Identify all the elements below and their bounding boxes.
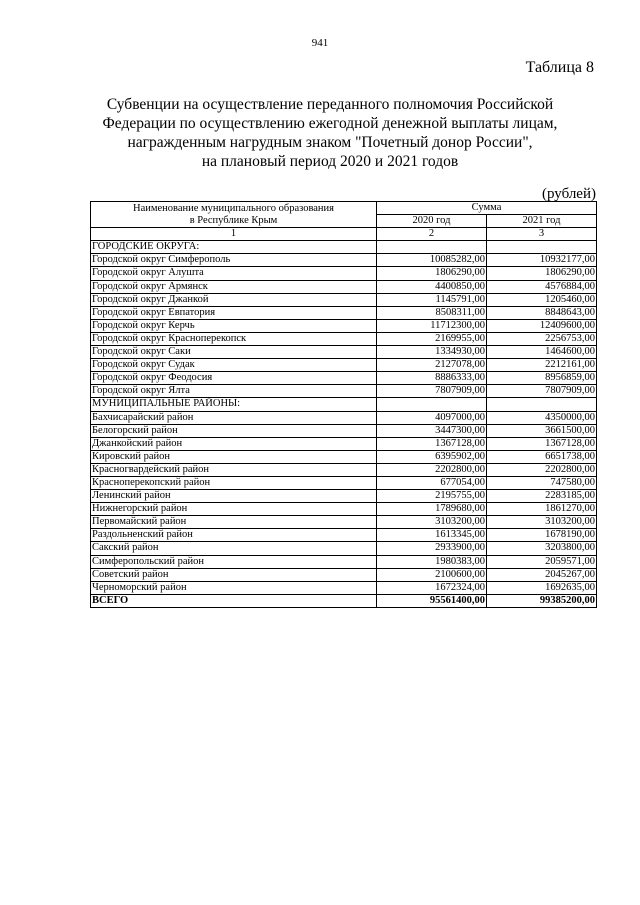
- municipality-name: Городской округ Судак: [91, 359, 377, 372]
- amount-2020: 1145791,00: [377, 293, 487, 306]
- amount-2021: 3203800,00: [487, 542, 597, 555]
- header-sum-cell: Сумма: [377, 202, 597, 215]
- empty-cell: [377, 241, 487, 254]
- amount-2020: 4400850,00: [377, 280, 487, 293]
- municipality-name: Сакский район: [91, 542, 377, 555]
- table-row: [91, 503, 597, 516]
- table-row: [91, 306, 597, 319]
- amount-2021: 7807909,00: [487, 385, 597, 398]
- amount-2021: 3661500,00: [487, 424, 597, 437]
- page-number: 941: [311, 37, 329, 49]
- table-row: [91, 476, 597, 489]
- section-header-row: [91, 398, 597, 411]
- amount-2020: 2100600,00: [377, 568, 487, 581]
- amount-2020: 1613345,00: [377, 529, 487, 542]
- title-line: на плановый период 2020 и 2021 годов: [201, 153, 459, 170]
- amount-2021: 4350000,00: [487, 411, 597, 424]
- amount-2021: 1861270,00: [487, 503, 597, 516]
- title-line: награжденным нагрудным знаком "Почетный донор России",: [127, 134, 533, 151]
- amount-2021: 4576884,00: [487, 280, 597, 293]
- total-label: ВСЕГО: [91, 594, 377, 607]
- table-label: Таблица 8: [525, 59, 594, 76]
- document-title: [100, 95, 560, 171]
- table-row: [91, 280, 597, 293]
- municipality-name: Кировский район: [91, 450, 377, 463]
- table-row: [91, 319, 597, 332]
- amount-2020: 1980383,00: [377, 555, 487, 568]
- municipality-name: Советский район: [91, 568, 377, 581]
- amount-2020: 3447300,00: [377, 424, 487, 437]
- amount-2021: 10932177,00: [487, 254, 597, 267]
- table-row: [91, 424, 597, 437]
- amount-2020: 1367128,00: [377, 437, 487, 450]
- table-row: [91, 568, 597, 581]
- table-row: [91, 332, 597, 345]
- municipality-name: Городской округ Алушта: [91, 267, 377, 280]
- municipality-name: Бахчисарайский район: [91, 411, 377, 424]
- amount-2021: 1692635,00: [487, 581, 597, 594]
- municipality-name: Раздольненский район: [91, 529, 377, 542]
- amount-2020: 1789680,00: [377, 503, 487, 516]
- municipality-name: Красногвардейский район: [91, 463, 377, 476]
- amount-2020: 1334930,00: [377, 346, 487, 359]
- amount-2021: 1678190,00: [487, 529, 597, 542]
- table-row: [91, 346, 597, 359]
- subsidy-table: [90, 201, 597, 608]
- municipality-name: Ленинский район: [91, 490, 377, 503]
- amount-2020: 2933900,00: [377, 542, 487, 555]
- municipality-name: Красноперекопский район: [91, 476, 377, 489]
- section-title: ГОРОДСКИЕ ОКРУГА:: [91, 241, 377, 254]
- amount-2020: 4097000,00: [377, 411, 487, 424]
- amount-2021: 3103200,00: [487, 516, 597, 529]
- amount-2020: 677054,00: [377, 476, 487, 489]
- municipality-name: Городской округ Ялта: [91, 385, 377, 398]
- municipality-name: Городской округ Джанкой: [91, 293, 377, 306]
- units-label: (рублей): [541, 186, 596, 202]
- table-row: [91, 490, 597, 503]
- municipality-name: Симферопольский район: [91, 555, 377, 568]
- table-row: [91, 463, 597, 476]
- municipality-name: Нижнегорский район: [91, 503, 377, 516]
- table-row: [91, 542, 597, 555]
- amount-2021: 2283185,00: [487, 490, 597, 503]
- table-row: [91, 529, 597, 542]
- amount-2020: 2195755,00: [377, 490, 487, 503]
- column-index: 3: [487, 228, 597, 241]
- table-row: [91, 555, 597, 568]
- amount-2021: 6651738,00: [487, 450, 597, 463]
- title-line: Федерации по осуществлению ежегодной денежной выплаты лицам,: [102, 115, 558, 132]
- amount-2020: 7807909,00: [377, 385, 487, 398]
- municipality-name: Городской округ Феодосия: [91, 372, 377, 385]
- column-index-row: [91, 228, 597, 241]
- table-row: [91, 516, 597, 529]
- table-header-row: [91, 202, 597, 215]
- municipality-name: Городской округ Саки: [91, 346, 377, 359]
- amount-2021: 2059571,00: [487, 555, 597, 568]
- amount-2021: 2256753,00: [487, 332, 597, 345]
- amount-2020: 8886333,00: [377, 372, 487, 385]
- section-title: МУНИЦИПАЛЬНЫЕ РАЙОНЫ:: [91, 398, 377, 411]
- table-row: [91, 372, 597, 385]
- municipality-name: Городской округ Красноперекопск: [91, 332, 377, 345]
- empty-cell: [377, 398, 487, 411]
- amount-2020: 1806290,00: [377, 267, 487, 280]
- amount-2021: 1367128,00: [487, 437, 597, 450]
- header-year-2021: 2021 год: [487, 215, 597, 228]
- column-index: 1: [91, 228, 377, 241]
- amount-2021: 1205460,00: [487, 293, 597, 306]
- title-line: Субвенции на осуществление переданного полномочия Российской: [106, 96, 554, 113]
- table-body: [91, 241, 597, 608]
- amount-2020: 6395902,00: [377, 450, 487, 463]
- header-name-line: в Республике Крым: [189, 214, 278, 226]
- amount-2021: 747580,00: [487, 476, 597, 489]
- amount-2021: 12409600,00: [487, 319, 597, 332]
- table-row: [91, 267, 597, 280]
- municipality-name: Первомайский район: [91, 516, 377, 529]
- table-row: [91, 359, 597, 372]
- amount-2020: 2202800,00: [377, 463, 487, 476]
- amount-2020: 2127078,00: [377, 359, 487, 372]
- municipality-name: Черноморский район: [91, 581, 377, 594]
- municipality-name: Джанкойский район: [91, 437, 377, 450]
- municipality-name: Городской округ Евпатория: [91, 306, 377, 319]
- amount-2021: 2202800,00: [487, 463, 597, 476]
- amount-2020: 3103200,00: [377, 516, 487, 529]
- municipality-name: Городской округ Армянск: [91, 280, 377, 293]
- amount-2021: 2212161,00: [487, 359, 597, 372]
- table-row: [91, 437, 597, 450]
- amount-2021: 1806290,00: [487, 267, 597, 280]
- table-row: [91, 293, 597, 306]
- municipality-name: Городской округ Симферополь: [91, 254, 377, 267]
- amount-2020: 10085282,00: [377, 254, 487, 267]
- header-name-line: Наименование муниципального образования: [133, 202, 334, 214]
- table-row: [91, 254, 597, 267]
- amount-2020: 11712300,00: [377, 319, 487, 332]
- table-row: [91, 581, 597, 594]
- table-row: [91, 385, 597, 398]
- table-row: [91, 411, 597, 424]
- municipality-name: Белогорский район: [91, 424, 377, 437]
- header-year-2020: 2020 год: [377, 215, 487, 228]
- section-header-row: [91, 241, 597, 254]
- column-index: 2: [377, 228, 487, 241]
- header-name-cell: [91, 202, 377, 228]
- empty-cell: [487, 241, 597, 254]
- municipality-name: Городской округ Керчь: [91, 319, 377, 332]
- total-2021: 99385200,00: [487, 594, 597, 607]
- amount-2021: 8848643,00: [487, 306, 597, 319]
- amount-2021: 1464600,00: [487, 346, 597, 359]
- total-row: [91, 594, 597, 607]
- amount-2021: 8956859,00: [487, 372, 597, 385]
- total-2020: 95561400,00: [377, 594, 487, 607]
- amount-2021: 2045267,00: [487, 568, 597, 581]
- table-row: [91, 450, 597, 463]
- amount-2020: 8508311,00: [377, 306, 487, 319]
- amount-2020: 2169955,00: [377, 332, 487, 345]
- empty-cell: [487, 398, 597, 411]
- amount-2020: 1672324,00: [377, 581, 487, 594]
